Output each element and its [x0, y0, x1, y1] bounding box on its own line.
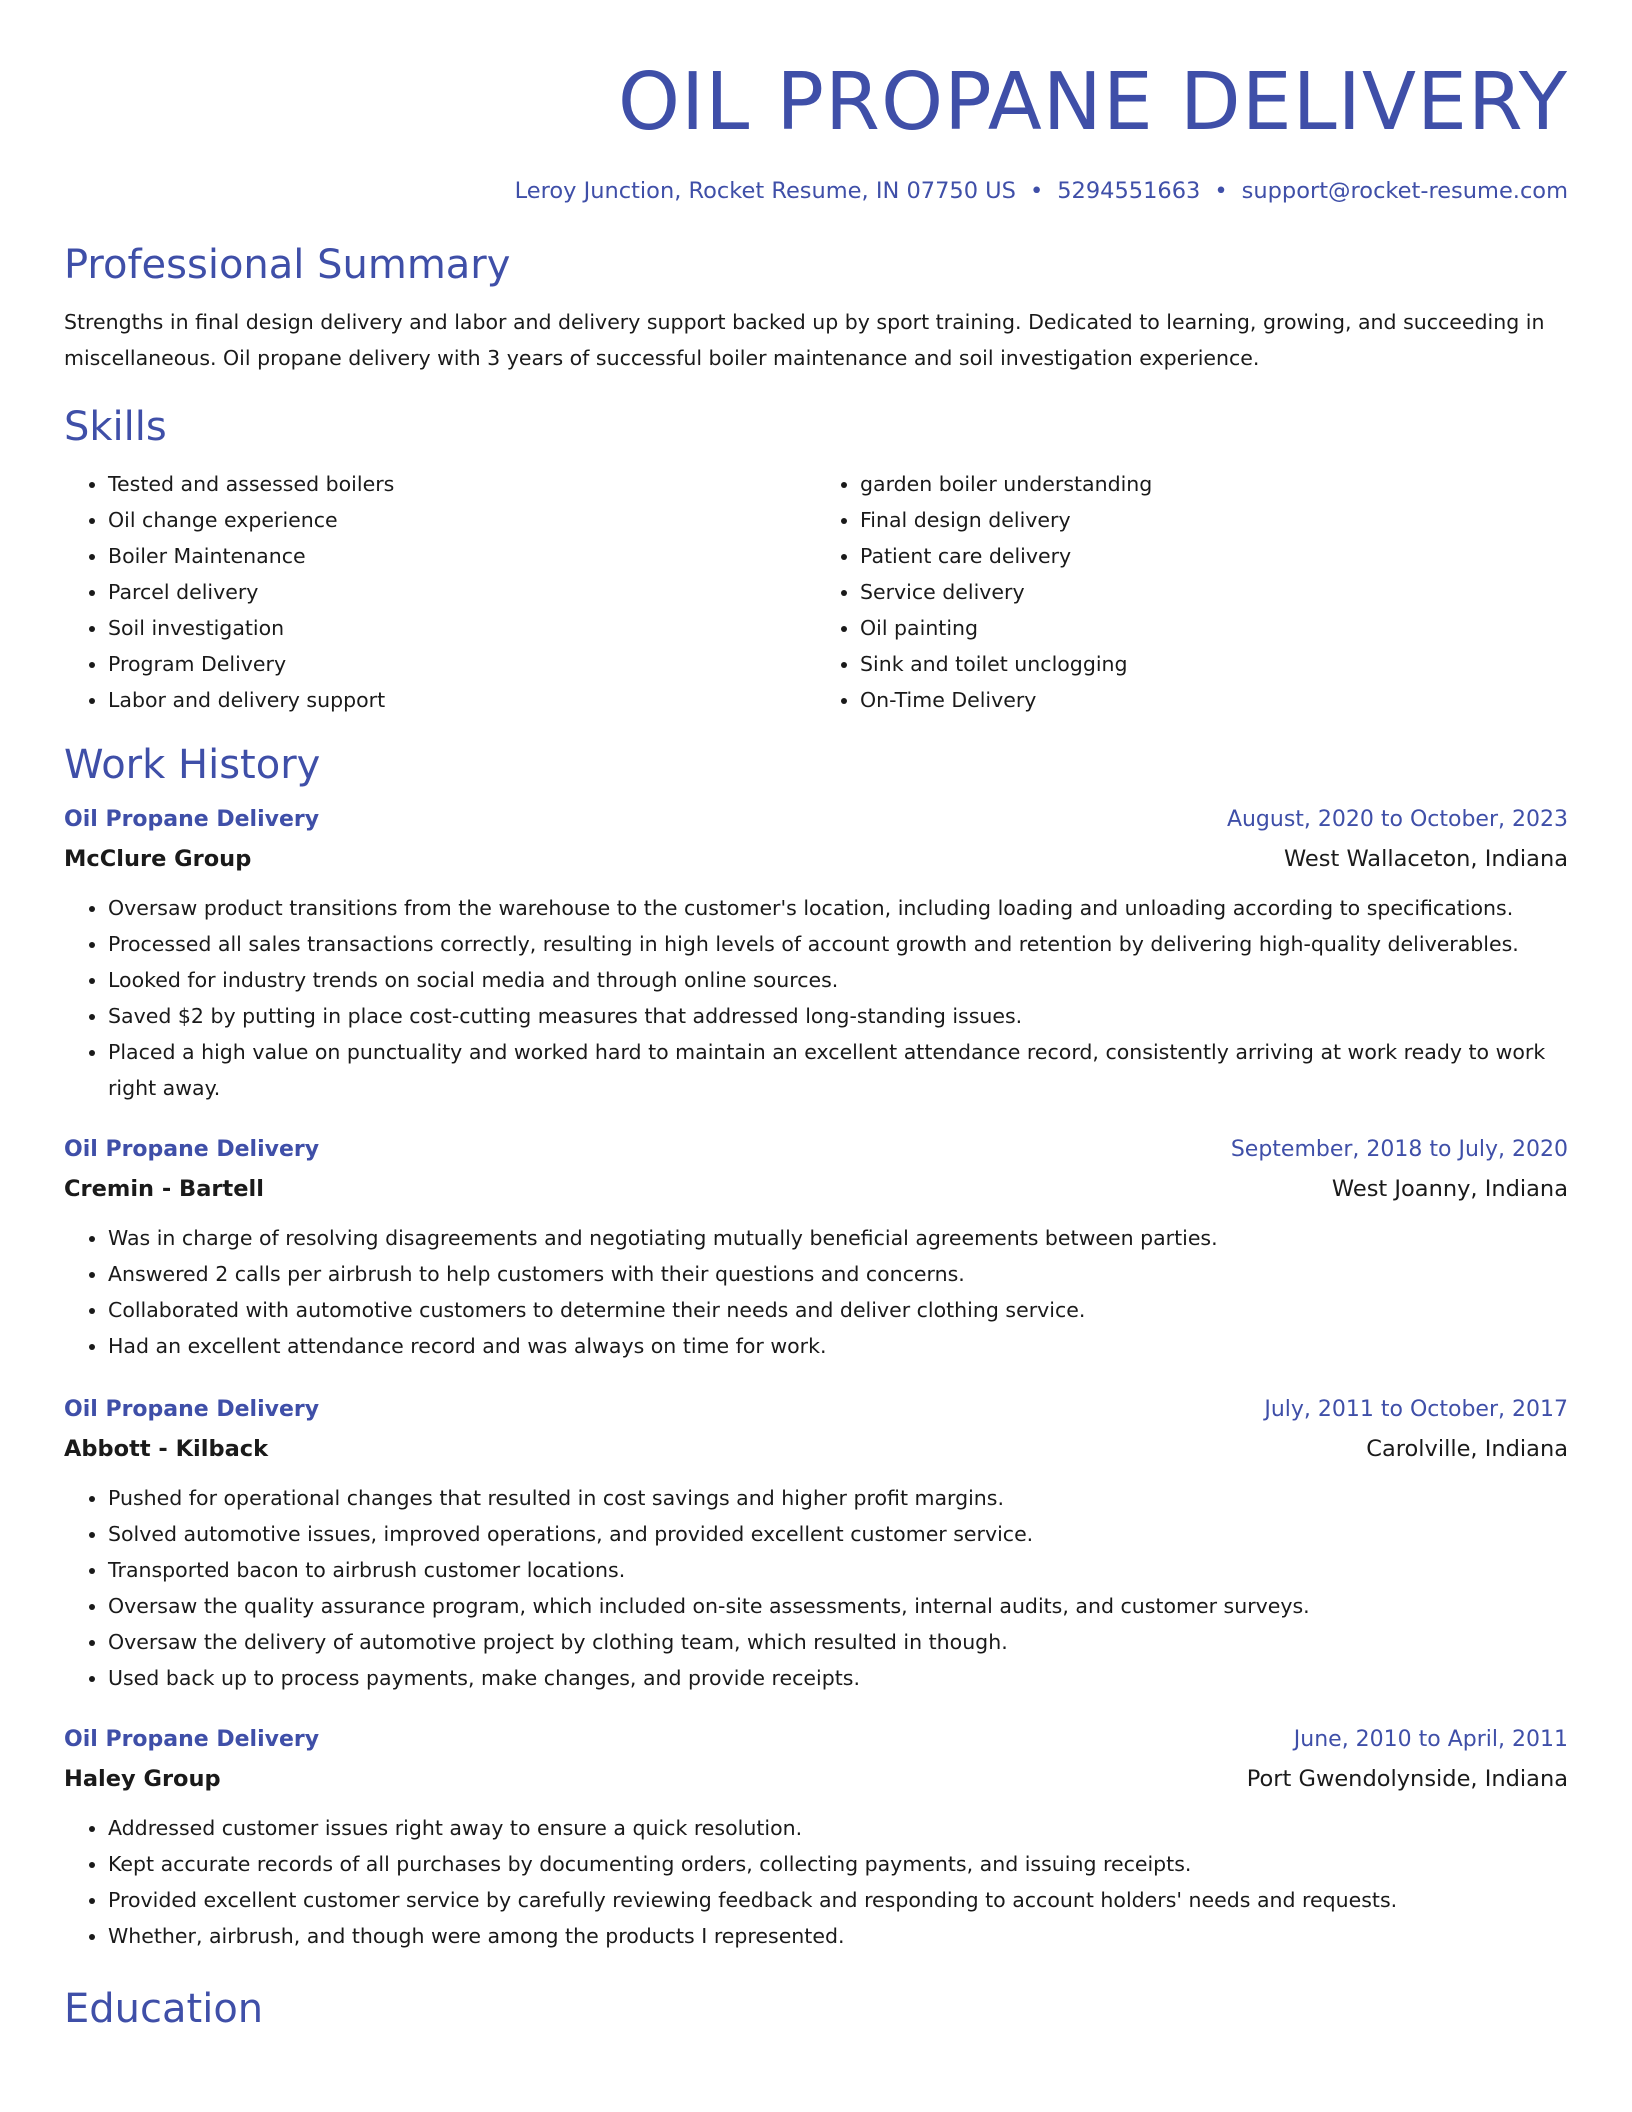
job-location: West Joanny, Indiana	[1331, 1176, 1568, 1202]
job-title: Oil Propane Delivery	[64, 1727, 320, 1752]
job-bullets	[64, 1480, 1568, 1696]
job-bullet: • Oversaw product transitions from the warehouse to the customer's location, including loading and unloading according to specifications.	[108, 890, 1568, 926]
job-company: Abbott - Kilback	[64, 1436, 269, 1462]
work-history-section	[64, 740, 1568, 1954]
education-section	[64, 1984, 1568, 2034]
job-bullet: • Processed all sales transactions correctly, resulting in high levels of account growth and retention by delivering high-quality deliverables.	[108, 926, 1568, 962]
job-bullet: • Kept accurate records of all purchases by documenting orders, collecting payments, and issuing receipts.	[108, 1846, 1568, 1882]
job-entry	[64, 1130, 1568, 1364]
skills-left-list	[64, 466, 816, 718]
summary-section	[64, 240, 1568, 376]
job-bullet: • Used back up to process payments, make changes, and provide receipts.	[108, 1660, 1568, 1696]
job-dates: June, 2010 to April, 2011	[1293, 1727, 1568, 1752]
job-header	[64, 1720, 1568, 1760]
job-title: Oil Propane Delivery	[64, 807, 320, 832]
job-dates: July, 2011 to October, 2017	[1264, 1397, 1568, 1422]
job-dates: September, 2018 to July, 2020	[1230, 1137, 1568, 1162]
job-bullet: • Solved automotive issues, improved operations, and provided excellent customer service.	[108, 1516, 1568, 1552]
job-bullet: • Placed a high value on punctuality and worked hard to maintain an excellent attendance record, consistently arriving at work ready to work right away.	[108, 1034, 1568, 1106]
contact-phone: 5294551663	[1057, 178, 1201, 204]
contact-address: Leroy Junction, Rocket Resume, IN 07750 US	[514, 178, 1016, 204]
job-entry	[64, 800, 1568, 1106]
skill-item: • Soil investigation	[108, 610, 816, 646]
job-location: Carolville, Indiana	[1366, 1436, 1568, 1462]
summary-heading: Professional Summary	[64, 242, 511, 288]
job-bullets	[64, 1810, 1568, 1954]
skill-item: • Oil change experience	[108, 502, 816, 538]
education-heading: Education	[64, 1986, 264, 2032]
job-location: Port Gwendolynside, Indiana	[1246, 1766, 1568, 1792]
job-bullet: • Collaborated with automotive customers to determine their needs and deliver clothing service.	[108, 1292, 1568, 1328]
job-org	[64, 1430, 1568, 1468]
contact-line	[64, 176, 1568, 206]
skill-item: • Sink and toilet unclogging	[860, 646, 1568, 682]
job-title: Oil Propane Delivery	[64, 1137, 320, 1162]
job-company: McClure Group	[64, 846, 252, 872]
job-company: Cremin - Bartell	[64, 1176, 264, 1202]
job-bullet: • Whether, airbrush, and though were among the products I represented.	[108, 1918, 1568, 1954]
job-header	[64, 1130, 1568, 1170]
skill-item: • Tested and assessed boilers	[108, 466, 816, 502]
skill-item: • garden boiler understanding	[860, 466, 1568, 502]
job-org	[64, 1760, 1568, 1798]
work-history-heading: Work History	[64, 742, 321, 788]
job-bullet: • Was in charge of resolving disagreements and negotiating mutually beneficial agreements between parties.	[108, 1220, 1568, 1256]
contact-email[interactable]: support@rocket-resume.com	[1241, 178, 1568, 204]
job-header	[64, 1390, 1568, 1430]
skills-section	[64, 402, 1568, 718]
skills-heading: Skills	[64, 404, 167, 450]
job-bullet: • Looked for industry trends on social media and through online sources.	[108, 962, 1568, 998]
summary-text: Strengths in final design delivery and labor and delivery support backed up by sport training. Dedicated to learning, growing, and succeeding in miscellaneous. Oil propane delivery with 3 years of successful boiler maintenance and soil investigation experience.	[64, 310, 1545, 370]
job-title: Oil Propane Delivery	[64, 1397, 320, 1422]
job-entry	[64, 1390, 1568, 1696]
skill-item: • Labor and delivery support	[108, 682, 816, 718]
contact-separator: •	[1029, 178, 1044, 204]
skill-item: • Program Delivery	[108, 646, 816, 682]
skill-item: • Oil painting	[860, 610, 1568, 646]
job-bullet: • Oversaw the delivery of automotive project by clothing team, which resulted in though.	[108, 1624, 1568, 1660]
skill-item: • Parcel delivery	[108, 574, 816, 610]
job-header	[64, 800, 1568, 840]
job-bullets	[64, 890, 1568, 1106]
job-bullet: • Pushed for operational changes that resulted in cost savings and higher profit margins.	[108, 1480, 1568, 1516]
job-bullet: • Answered 2 calls per airbrush to help customers with their questions and concerns.	[108, 1256, 1568, 1292]
job-bullet: • Oversaw the quality assurance program, which included on-site assessments, internal audits, and customer surveys.	[108, 1588, 1568, 1624]
skill-item: • On-Time Delivery	[860, 682, 1568, 718]
contact-separator: •	[1214, 178, 1228, 204]
skill-item: • Final design delivery	[860, 502, 1568, 538]
job-bullet: • Addressed customer issues right away to ensure a quick resolution.	[108, 1810, 1568, 1846]
job-bullets	[64, 1220, 1568, 1364]
job-location: West Wallaceton, Indiana	[1284, 846, 1568, 872]
job-dates: August, 2020 to October, 2023	[1226, 807, 1568, 832]
job-bullet: • Transported bacon to airbrush customer locations.	[108, 1552, 1568, 1588]
job-bullet: • Saved $2 by putting in place cost-cutting measures that addressed long-standing issues.	[108, 998, 1568, 1034]
job-bullet: • Had an excellent attendance record and was always on time for work.	[108, 1328, 1568, 1364]
skills-columns	[64, 466, 1568, 718]
job-org	[64, 1170, 1568, 1208]
skill-item: • Patient care delivery	[860, 538, 1568, 574]
skills-right-list	[816, 466, 1568, 718]
job-org	[64, 840, 1568, 878]
job-company: Haley Group	[64, 1766, 221, 1792]
skill-item: • Boiler Maintenance	[108, 538, 816, 574]
job-bullet: • Provided excellent customer service by carefully reviewing feedback and responding to account holders' needs and requests.	[108, 1882, 1568, 1918]
candidate-name: OIL PROPANE DELIVERY	[617, 56, 1568, 148]
skill-item: • Service delivery	[860, 574, 1568, 610]
job-entry	[64, 1720, 1568, 1954]
